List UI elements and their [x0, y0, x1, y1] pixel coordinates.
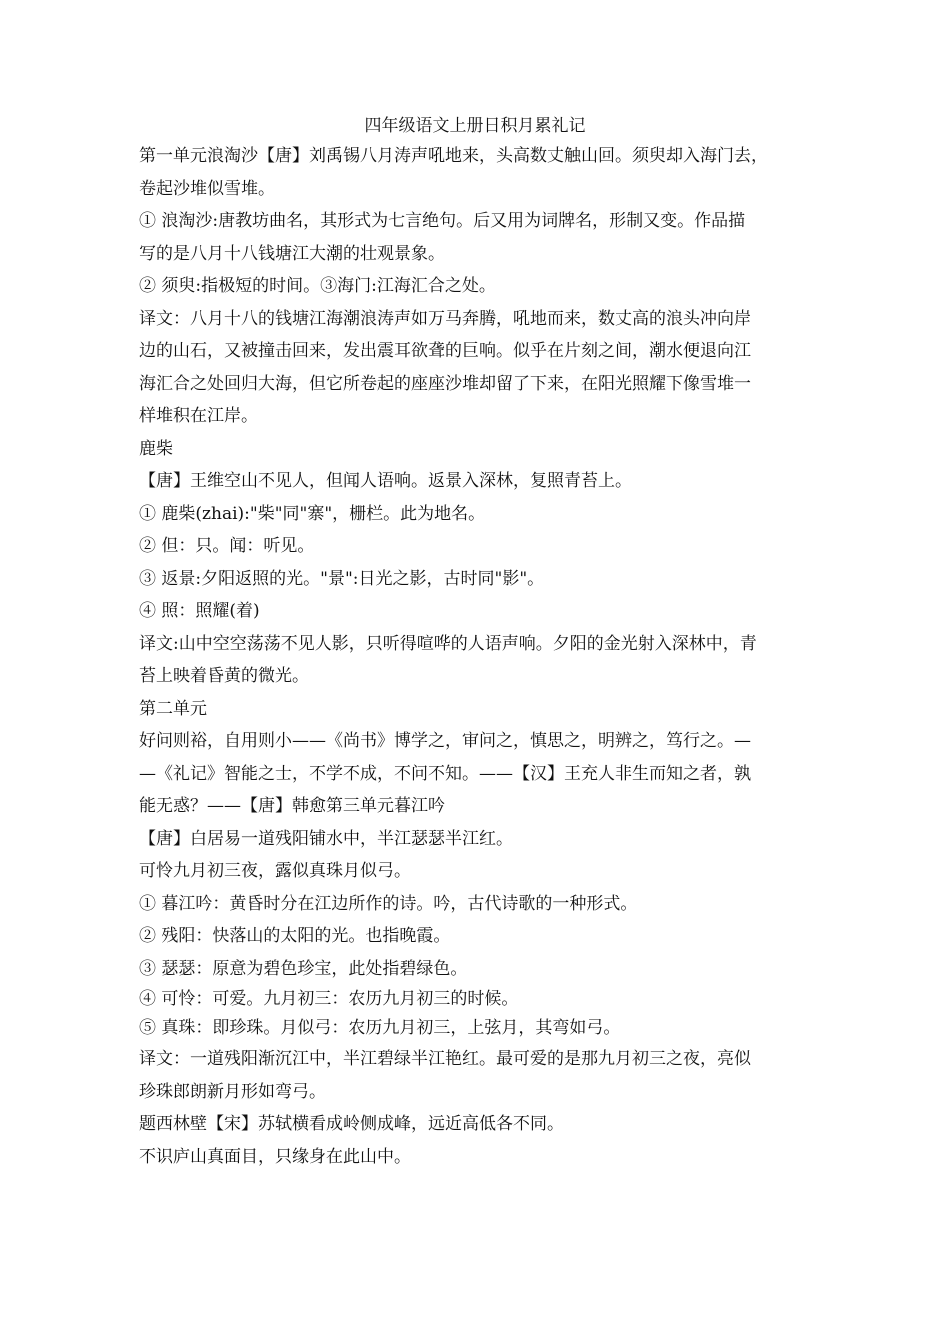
text-line: 样堆积在江岸。: [139, 406, 258, 426]
text-line: 海汇合之处回归大海，但它所卷起的座座沙堆却留了下来，在阳光照耀下像雪堆一: [139, 373, 751, 394]
text-line: 第二单元: [139, 698, 207, 719]
text-line: 鹿柴: [139, 438, 173, 459]
text-line: 【唐】白居易一道残阳铺水中，半江瑟瑟半江红。: [139, 828, 513, 849]
text-line: 写的是八月十八钱塘江大潮的壮观景象。: [139, 243, 445, 264]
document-title: 四年级语文上册日积月累礼记: [364, 116, 586, 136]
text-line: ① 浪淘沙:唐教坊曲名，其形式为七言绝句。后又用为词牌名，形制又变。作品描: [139, 211, 746, 231]
text-line: 卷起沙堆似雪堆。: [139, 178, 275, 199]
text-line: ⑤ 真珠：即珍珠。月似弓：农历九月初三，上弦月，其弯如弓。: [139, 1018, 621, 1038]
text-line: ② 但：只。闻：听见。: [139, 536, 315, 556]
text-line: ② 须臾:指极短的时间。③海门:江海汇合之处。: [139, 276, 496, 296]
document-body: [139, 140, 811, 1173]
text-line: ③ 瑟瑟：原意为碧色珍宝，此处指碧绿色。: [139, 958, 468, 979]
text-line: ② 残阳：快落山的太阳的光。也指晚霞。: [139, 926, 451, 946]
text-line: ① 暮江吟：黄昏时分在江边所作的诗。吟，古代诗歌的一种形式。: [139, 893, 638, 914]
text-line: 好问则裕，自用则小——《尚书》博学之，审问之，慎思之，明辨之，笃行之。—: [139, 731, 751, 751]
text-line: ④ 照：照耀(着): [139, 601, 260, 621]
text-line: 第一单元浪淘沙【唐】刘禹锡八月涛声吼地来，头高数丈触山回。须臾却入海门去，: [139, 146, 768, 166]
text-line: 译文:山中空空荡荡不见人影，只听得喧哗的人语声响。夕阳的金光射入深林中，青: [139, 633, 757, 654]
text-line: —《礼记》智能之士，不学不成，不问不知。——【汉】王充人非生而知之者，孰: [139, 763, 751, 784]
text-line: 苔上映着昏黄的微光。: [139, 666, 309, 686]
text-line: 边的山石，又被撞击回来，发出震耳欲聋的巨响。似乎在片刻之间，潮水便退向江: [139, 341, 751, 361]
text-line: 可怜九月初三夜，露似真珠月似弓。: [139, 861, 411, 881]
text-line: 珍珠郎朗新月形如弯弓。: [139, 1081, 326, 1102]
text-line: 译文：一道残阳渐沉江中，半江碧绿半江艳红。最可爱的是那九月初三之夜，亮似: [139, 1049, 751, 1069]
text-line: ④ 可怜：可爱。九月初三：农历九月初三的时候。: [139, 989, 519, 1009]
text-line: 译文：八月十八的钱塘江海潮浪涛声如万马奔腾，吼地而来，数丈高的浪头冲向岸: [139, 308, 751, 329]
text-line: ① 鹿柴(zhai):"柴"同"寨"，栅栏。此为地名。: [139, 503, 486, 524]
text-line: 不识庐山真面目，只缘身在此山中。: [139, 1146, 411, 1167]
text-line: 能无惑？——【唐】韩愈第三单元暮江吟: [139, 796, 445, 816]
text-line: 【唐】王维空山不见人，但闻人语响。返景入深林，复照青苔上。: [139, 471, 632, 491]
text-line: 题西林壁【宋】苏轼横看成岭侧成峰，远近高低各不同。: [139, 1114, 564, 1134]
text-line: ③ 返景:夕阳返照的光。"景":日光之影，古时同"影"。: [139, 568, 545, 589]
